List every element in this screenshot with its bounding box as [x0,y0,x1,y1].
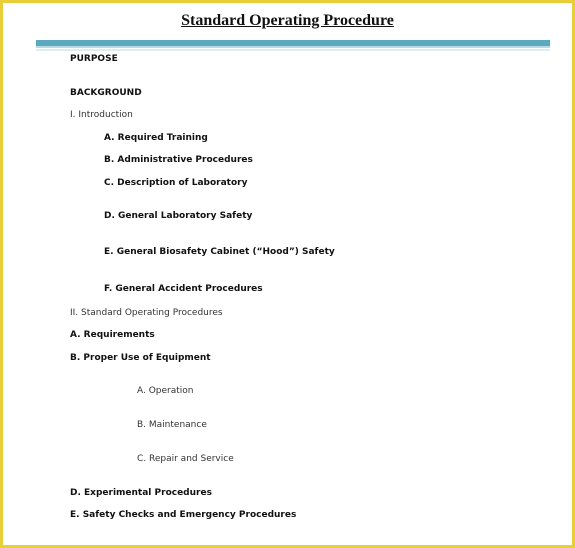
outline-item-biosafety-cabinet-safety: E. General Biosafety Cabinet (“Hood”) Safety [104,247,335,257]
title-divider-shadow [36,49,550,51]
outline-item-experimental-procedures: D. Experimental Procedures [70,488,212,498]
title-divider [36,40,550,48]
outline-item-required-training: A. Required Training [104,133,208,143]
outline-item-introduction: I. Introduction [70,110,133,120]
outline-item-administrative-procedures: B. Administrative Procedures [104,155,253,165]
outline-item-description-of-laboratory: C. Description of Laboratory [104,178,248,188]
section-background: BACKGROUND [70,88,142,98]
document-title: Standard Operating Procedure [181,12,394,29]
outline-item-maintenance: B. Maintenance [137,420,207,430]
outline-item-repair-and-service: C. Repair and Service [137,454,234,464]
outline-item-operation: A. Operation [137,386,194,396]
section-purpose: PURPOSE [70,54,118,64]
outline-item-requirements: A. Requirements [70,330,155,340]
outline-item-safety-checks: E. Safety Checks and Emergency Procedures [70,510,297,520]
outline-item-general-accident-procedures: F. General Accident Procedures [104,284,263,294]
outline-item-proper-use-of-equipment: B. Proper Use of Equipment [70,353,211,363]
outline-item-standard-operating-procedures: II. Standard Operating Procedures [70,308,223,318]
outline-item-general-laboratory-safety: D. General Laboratory Safety [104,211,253,221]
